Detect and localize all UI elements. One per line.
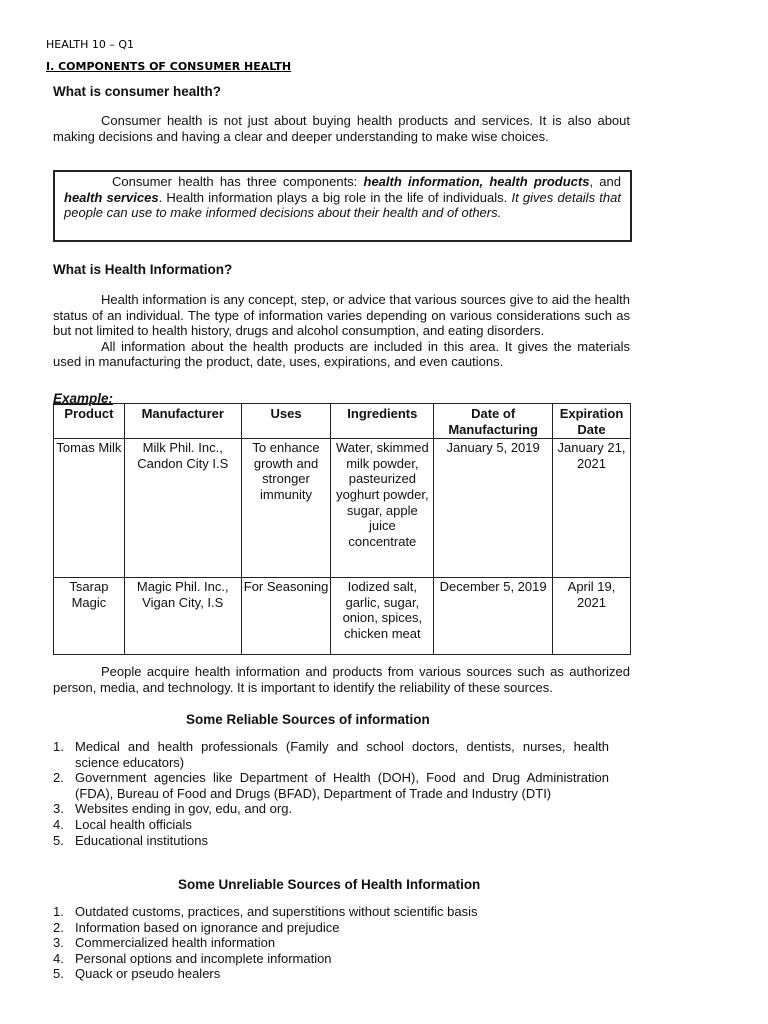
sources-paragraph-wrap bbox=[53, 664, 630, 695]
column-header: Date of Manufacturing bbox=[434, 404, 553, 439]
column-header: Product bbox=[54, 404, 125, 439]
list-item: 4. Local health officials bbox=[53, 816, 192, 832]
table-cell: Magic Phil. Inc., Vigan City, I.S bbox=[124, 578, 241, 655]
table-row bbox=[54, 578, 631, 655]
table-cell: Water, skimmed milk powder, pasteurized yoghurt powder, sugar, apple juice concentrate bbox=[331, 439, 434, 578]
health-information-heading: What is Health Information? bbox=[53, 262, 233, 277]
table-cell: January 5, 2019 bbox=[434, 439, 553, 578]
list-item: 4. Personal options and incomplete information bbox=[53, 950, 332, 966]
consumer-health-heading: What is consumer health? bbox=[53, 84, 222, 99]
table-cell: Iodized salt, garlic, sugar, onion, spices, chicken meat bbox=[331, 578, 434, 655]
table-cell: December 5, 2019 bbox=[434, 578, 553, 655]
reliable-sources-list bbox=[53, 739, 609, 848]
consumer-health-paragraph-wrap bbox=[53, 113, 630, 144]
components-bold-2: health services bbox=[64, 189, 159, 205]
components-italic: It gives details that people can use to make informed decisions about their health and of others. bbox=[64, 189, 621, 221]
components-box bbox=[53, 170, 632, 242]
product-table bbox=[53, 403, 631, 655]
table-cell: Tsarap Magic bbox=[54, 578, 125, 655]
health-information-paragraph-1: Health information is any concept, step, or advice that various sources give to aid the health status of an individual. The type of information varies depending on various considerations such as but not limited to health history, drugs and alcohol consumption, and eating disorders. bbox=[53, 292, 630, 339]
list-item: 3. Websites ending in gov, edu, and org. bbox=[53, 801, 293, 817]
column-header: Expiration Date bbox=[553, 404, 631, 439]
table-cell: Tomas Milk bbox=[54, 439, 125, 578]
components-text-2: , and bbox=[589, 174, 621, 189]
table-header-row bbox=[54, 404, 631, 439]
table-cell: To enhance growth and stronger immunity bbox=[241, 439, 331, 578]
column-header: Manufacturer bbox=[124, 404, 241, 439]
list-item: 5. Quack or pseudo healers bbox=[53, 966, 221, 982]
section-title: I. COMPONENTS OF CONSUMER HEALTH bbox=[46, 60, 292, 73]
health-information-paragraph-2: All information about the health products are included in this area. It gives the materials used in manufacturing the product, date, uses, expirations, and even cautions. bbox=[53, 338, 630, 370]
sources-paragraph: People acquire health information and products from various sources such as authorized person, media, and technology. It is important to identify the reliability of these sources. bbox=[53, 664, 630, 695]
reliable-sources-heading: Some Reliable Sources of information bbox=[186, 712, 430, 727]
table-row bbox=[54, 439, 631, 578]
column-header: Uses bbox=[241, 404, 331, 439]
table-cell: For Seasoning bbox=[241, 578, 331, 655]
list-item: 2. Information based on ignorance and prejudice bbox=[53, 919, 340, 935]
health-information-paragraph-wrap bbox=[53, 292, 630, 370]
components-text-3: . Health information plays a big role in the life of individuals. bbox=[158, 189, 512, 205]
column-header: Ingredients bbox=[331, 404, 434, 439]
table-cell: Milk Phil. Inc., Candon City I.S bbox=[124, 439, 241, 578]
course-header: HEALTH 10 – Q1 bbox=[46, 38, 134, 51]
consumer-health-paragraph: Consumer health is not just about buying health products and services. It is also about making decisions and having a clear and deeper understanding to make wise choices. bbox=[53, 113, 630, 144]
list-item: 5. Educational institutions bbox=[53, 832, 208, 848]
table-cell: April 19, 2021 bbox=[553, 578, 631, 655]
table-cell: January 21, 2021 bbox=[553, 439, 631, 578]
unreliable-sources-heading: Some Unreliable Sources of Health Information bbox=[178, 877, 481, 892]
example-label: Example: bbox=[53, 391, 114, 406]
components-bold-1: health information, health products bbox=[363, 174, 590, 189]
list-item: 1. Medical and health professionals (Family and school doctors, dentists, nurses, health science educators) bbox=[53, 739, 609, 770]
list-item: 2. Government agencies like Department of Health (DOH), Food and Drug Administration (FDA), Bureau of Food and Drugs (BFAD), Department of Trade and Industry (DTI) bbox=[53, 770, 609, 801]
unreliable-sources-list bbox=[53, 904, 609, 982]
components-text-1: Consumer health has three components: bbox=[112, 174, 364, 189]
list-item: 3. Commercialized health information bbox=[53, 935, 276, 951]
list-item: 1. Outdated customs, practices, and superstitions without scientific basis bbox=[53, 904, 478, 919]
